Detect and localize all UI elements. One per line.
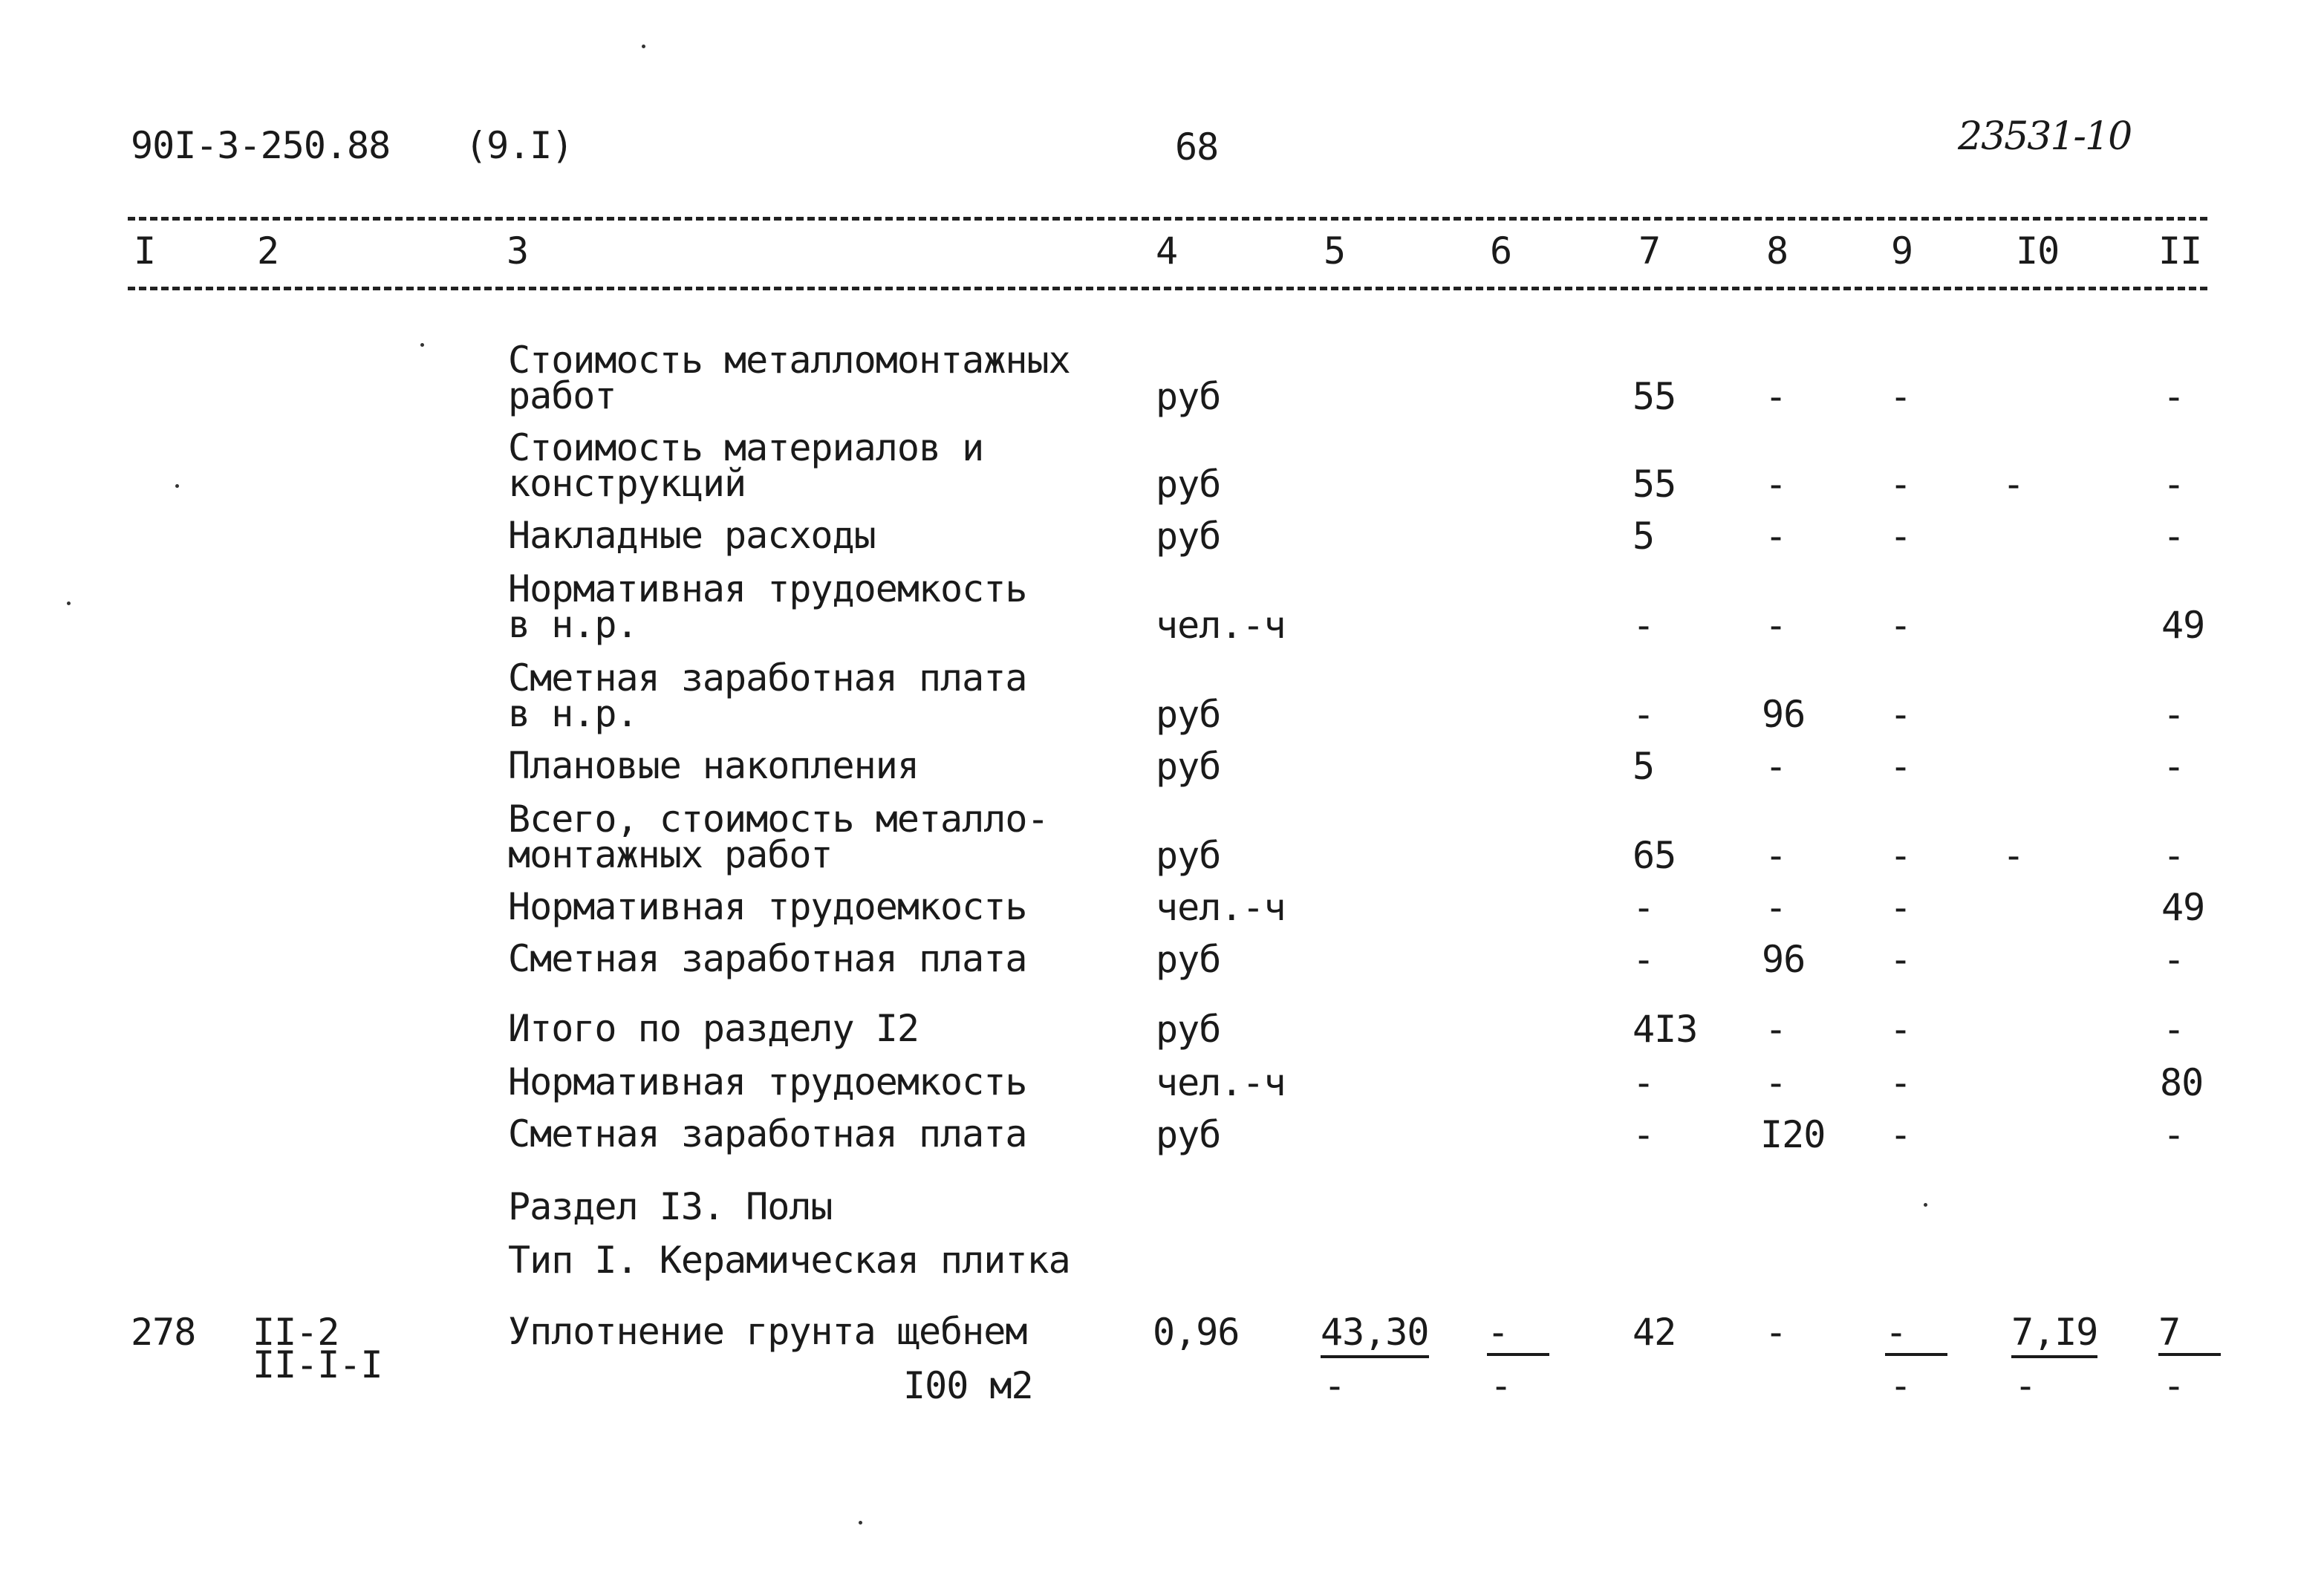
row-desc-line1: Итого по разделу I2 xyxy=(508,1007,919,1050)
scan-speck xyxy=(420,343,424,347)
row-desc-line1: Нормативная трудоемкость xyxy=(508,567,1027,610)
row-desc-line1: Сметная заработная плата xyxy=(508,1112,1027,1155)
item-number: 278 xyxy=(131,1311,196,1354)
row-col7: - xyxy=(1633,938,1655,981)
row-col10: - xyxy=(2002,834,2025,877)
row-desc-line1: Стоимость металломонтажных xyxy=(508,339,1070,382)
item-col10-value: 7,I9 xyxy=(2011,1311,2097,1358)
item-unit: I00 м2 xyxy=(903,1364,1033,1407)
row-col9: - xyxy=(1890,604,1912,647)
item-sub-col11: - xyxy=(2163,1364,2185,1407)
row-col11: 49 xyxy=(2161,604,2205,647)
row-col7: - xyxy=(1633,693,1655,736)
item-sub-col10: - xyxy=(2014,1364,2037,1407)
row-unit: руб xyxy=(1156,834,1221,877)
scan-speck xyxy=(175,484,179,488)
header-rule-bottom xyxy=(128,287,2207,290)
row-col11: - xyxy=(2163,463,2185,506)
row-desc-line2: конструкций xyxy=(508,462,746,505)
row-col11: 49 xyxy=(2161,886,2205,929)
row-col8: - xyxy=(1765,463,1787,506)
row-col8: - xyxy=(1765,515,1787,558)
row-col9: - xyxy=(1890,1061,1912,1104)
item-col5 xyxy=(1321,1313,1429,1352)
row-col8: I20 xyxy=(1760,1113,1826,1156)
item-desc: Уплотнение грунта щебнем xyxy=(508,1310,1027,1353)
row-col7: - xyxy=(1633,886,1655,929)
row-col8: - xyxy=(1765,604,1787,647)
doc-code: 90I-3-250.88 xyxy=(131,124,391,167)
row-col7: 5 xyxy=(1633,515,1655,558)
header-rule-top xyxy=(128,217,2207,221)
row-desc-line2: работ xyxy=(508,374,616,417)
row-col11: - xyxy=(2163,834,2185,877)
row-unit: руб xyxy=(1156,375,1221,418)
scan-speck xyxy=(67,601,71,605)
row-col10: - xyxy=(2002,463,2025,506)
row-unit: руб xyxy=(1156,1008,1221,1051)
row-desc-line1: Всего, стоимость металло- xyxy=(508,798,1049,841)
row-desc-line2: в н.р. xyxy=(508,603,638,646)
row-unit: чел.-ч xyxy=(1156,1061,1286,1104)
item-col5-value: 43,30 xyxy=(1321,1311,1429,1358)
row-desc-line1: Сметная заработная плата xyxy=(508,937,1027,980)
col-header-8: 8 xyxy=(1766,229,1788,273)
section-ref: (9.I) xyxy=(465,124,573,167)
item-col11 xyxy=(2158,1313,2221,1356)
row-col7: 55 xyxy=(1633,463,1676,506)
item-qty: 0,96 xyxy=(1153,1311,1240,1354)
row-col11: - xyxy=(2163,1113,2185,1156)
row-col9: - xyxy=(1890,463,1912,506)
row-desc-line2: в н.р. xyxy=(508,692,638,735)
row-col7: 65 xyxy=(1633,834,1676,877)
row-unit: руб xyxy=(1156,938,1221,981)
row-desc-line2: монтажных работ xyxy=(508,833,833,876)
row-unit: руб xyxy=(1156,463,1221,506)
row-col11: - xyxy=(2163,938,2185,981)
item-col11-value: 7 xyxy=(2158,1313,2221,1356)
row-col9: - xyxy=(1890,515,1912,558)
row-col9: - xyxy=(1890,693,1912,736)
row-unit: руб xyxy=(1156,693,1221,736)
item-sub-col6: - xyxy=(1490,1364,1512,1407)
item-col9-value: - xyxy=(1885,1313,1947,1356)
item-col9 xyxy=(1885,1313,1947,1356)
item-code-2: II-I-I xyxy=(253,1343,383,1386)
row-col11: - xyxy=(2163,515,2185,558)
row-col9: - xyxy=(1890,1008,1912,1051)
row-col7: - xyxy=(1633,1061,1655,1104)
row-unit: чел.-ч xyxy=(1156,604,1286,647)
row-desc-line1: Сметная заработная плата xyxy=(508,656,1027,700)
row-col9: - xyxy=(1890,938,1912,981)
row-col9: - xyxy=(1890,886,1912,929)
row-col8: 96 xyxy=(1762,938,1806,981)
row-unit: руб xyxy=(1156,1113,1221,1156)
type-title: Тип I. Керамическая плитка xyxy=(508,1239,1070,1282)
col-header-10: I0 xyxy=(2016,229,2060,273)
item-col8: - xyxy=(1765,1311,1787,1354)
row-col7: 5 xyxy=(1633,745,1655,788)
col-header-3: 3 xyxy=(507,229,529,273)
row-col9: - xyxy=(1890,1113,1912,1156)
item-code-1: II-2 xyxy=(253,1311,339,1354)
row-col9: - xyxy=(1890,375,1912,418)
col-header-11: II xyxy=(2158,229,2202,273)
scan-speck xyxy=(642,45,645,48)
row-desc-line1: Накладные расходы xyxy=(508,514,876,557)
item-col6 xyxy=(1487,1313,1549,1356)
row-col8: - xyxy=(1765,745,1787,788)
col-header-1: I xyxy=(134,229,156,273)
item-sub-col5: - xyxy=(1324,1364,1346,1407)
row-col11: - xyxy=(2163,745,2185,788)
item-col6-value: - xyxy=(1487,1313,1549,1356)
row-col7: 55 xyxy=(1633,375,1676,418)
item-col7: 42 xyxy=(1633,1311,1676,1354)
row-desc-line1: Плановые накопления xyxy=(508,744,919,787)
row-desc-line1: Нормативная трудоемкость xyxy=(508,1060,1027,1103)
stamp-number: 23531-10 xyxy=(1958,114,2132,159)
row-col11: - xyxy=(2163,693,2185,736)
scan-speck xyxy=(1924,1203,1927,1207)
row-col8: - xyxy=(1765,375,1787,418)
row-col7: 4I3 xyxy=(1633,1008,1698,1051)
col-header-9: 9 xyxy=(1891,229,1913,273)
col-header-4: 4 xyxy=(1156,229,1178,273)
row-col8: - xyxy=(1765,886,1787,929)
row-desc-line1: Стоимость материалов и xyxy=(508,426,984,469)
scan-speck xyxy=(859,1521,862,1525)
row-col8: - xyxy=(1765,1061,1787,1104)
col-header-6: 6 xyxy=(1490,229,1512,273)
col-header-7: 7 xyxy=(1638,229,1661,273)
col-header-2: 2 xyxy=(257,229,279,273)
row-unit: руб xyxy=(1156,515,1221,558)
row-col7: - xyxy=(1633,604,1655,647)
row-col8: - xyxy=(1765,834,1787,877)
page-number: 68 xyxy=(1175,125,1219,169)
col-header-5: 5 xyxy=(1324,229,1346,273)
section-title: Раздел I3. Полы xyxy=(508,1185,833,1228)
row-col11: - xyxy=(2163,1008,2185,1051)
item-col10 xyxy=(2011,1313,2097,1352)
row-unit: чел.-ч xyxy=(1156,886,1286,929)
row-col9: - xyxy=(1890,834,1912,877)
row-col9: - xyxy=(1890,745,1912,788)
row-col11: 80 xyxy=(2160,1061,2204,1104)
row-col8: 96 xyxy=(1762,693,1806,736)
row-col11: - xyxy=(2163,375,2185,418)
item-sub-col9: - xyxy=(1890,1364,1912,1407)
row-col8: - xyxy=(1765,1008,1787,1051)
row-desc-line1: Нормативная трудоемкость xyxy=(508,885,1027,928)
row-col7: - xyxy=(1633,1113,1655,1156)
row-unit: руб xyxy=(1156,745,1221,788)
